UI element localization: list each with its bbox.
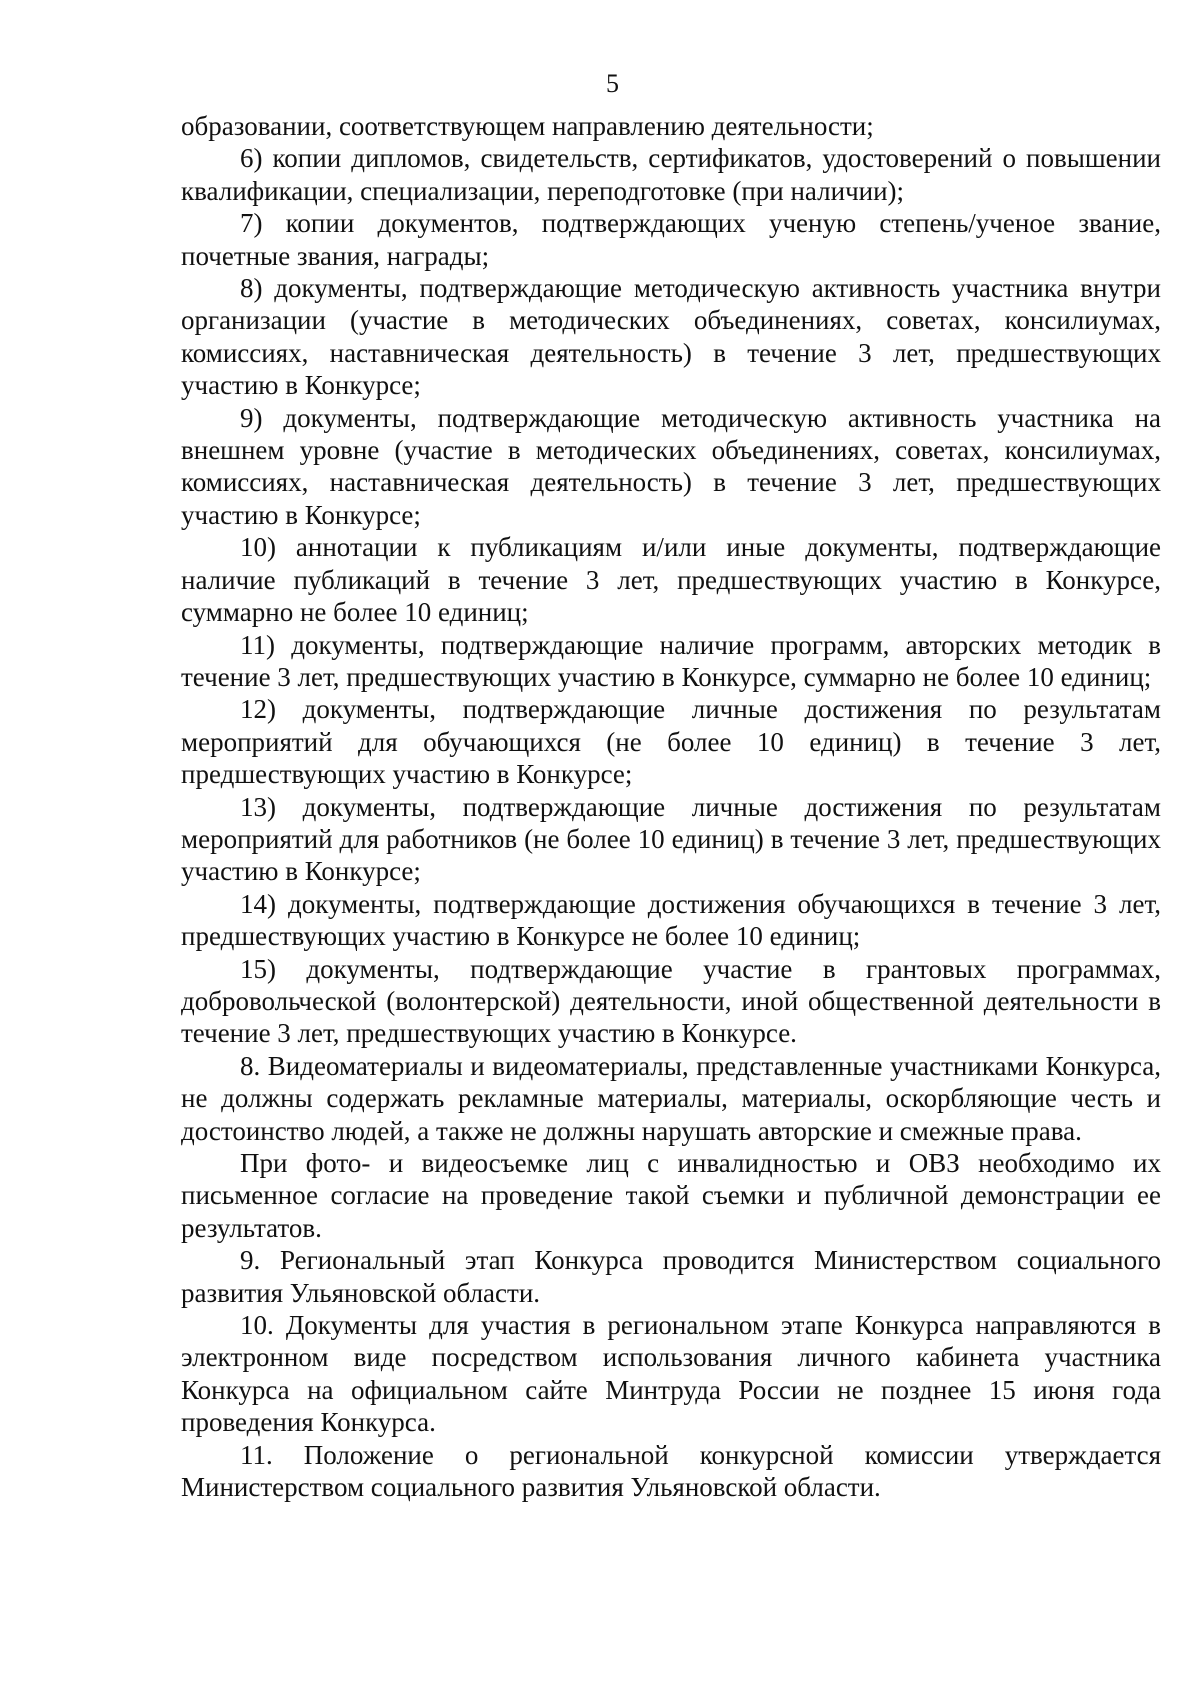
list-item-12: 12) документы, подтверждающие личные достижения по результатам мероприятий для обучающихся (не более 10 единиц) в течение 3 лет, предшествующих участию в Конкурсе; bbox=[181, 694, 1161, 790]
list-item-7: 7) копии документов, подтверждающих ученую степень/ученое звание, почетные звания, награды; bbox=[181, 208, 1161, 271]
list-item-10: 10) аннотации к публикациям и/или иные документы, подтверждающие наличие публикаций в течение 3 лет, предшествующих участию в Конкурсе, суммарно не более 10 единиц; bbox=[181, 532, 1161, 628]
list-item-14: 14) документы, подтверждающие достижения обучающихся в течение 3 лет, предшествующих участию в Конкурсе не более 10 единиц; bbox=[181, 888, 1161, 952]
clause-11: 11. Положение о региональной конкурсной комиссии утверждается Министерством социального развития Ульяновской области. bbox=[181, 1439, 1161, 1503]
clause-10: 10. Документы для участия в региональном этапе Конкурса направляются в электронном виде посредством использования личного кабинета участника Конкурса на официальном сайте Минтруда России не позднее 15 июня года проведения Конкурса. bbox=[181, 1310, 1161, 1438]
list-item-9: 9) документы, подтверждающие методическую активность участника на внешнем уровне (участие в методических объединениях, советах, консилиумах, комиссиях, наставническая деятельность) в течение 3 лет, предшествующих участию в Конкурсе; bbox=[181, 402, 1161, 530]
clause-8: 8. Видеоматериалы и видеоматериалы, представленные участниками Конкурса, не должны содержать рекламные материалы, материалы, оскорбляющие честь и достоинство людей, а также не должны нарушать авторские и смежные права. bbox=[181, 1050, 1161, 1146]
list-item-15: 15) документы, подтверждающие участие в грантовых программах, добровольческой (волонтерской) деятельности, иной общественной деятельности в течение 3 лет, предшествующих участию в Конкурсе. bbox=[181, 953, 1161, 1049]
page-number: 5 bbox=[606, 69, 619, 98]
list-item-13: 13) документы, подтверждающие личные достижения по результатам мероприятий для работников (не более 10 единиц) в течение 3 лет, предшествующих участию в Конкурсе; bbox=[181, 791, 1161, 887]
list-item-8: 8) документы, подтверждающие методическую активность участника внутри организации (участие в методических объединениях, советах, консилиумах, комиссиях, наставническая деятельность) в течение 3 лет, предшествующих участию в Конкурсе; bbox=[181, 273, 1161, 401]
list-item-6: 6) копии дипломов, свидетельств, сертификатов, удостоверений о повышении квалификации, специализации, переподготовке (при наличии); bbox=[181, 143, 1161, 206]
document-body bbox=[181, 110, 1161, 1503]
clause-8-consent: При фото- и видеосъемке лиц с инвалидностью и ОВЗ необходимо их письменное согласие на проведение такой съемки и публичной демонстрации ее результатов. bbox=[181, 1148, 1161, 1243]
paragraph-continuation: образовании, соответствующем направлению деятельности; bbox=[181, 111, 874, 141]
list-item-11: 11) документы, подтверждающие наличие программ, авторских методик в течение 3 лет, предшествующих участию в Конкурсе, суммарно не более 10 единиц; bbox=[181, 629, 1161, 692]
clause-9: 9. Региональный этап Конкурса проводится Министерством социального развития Ульяновской области. bbox=[181, 1245, 1161, 1308]
